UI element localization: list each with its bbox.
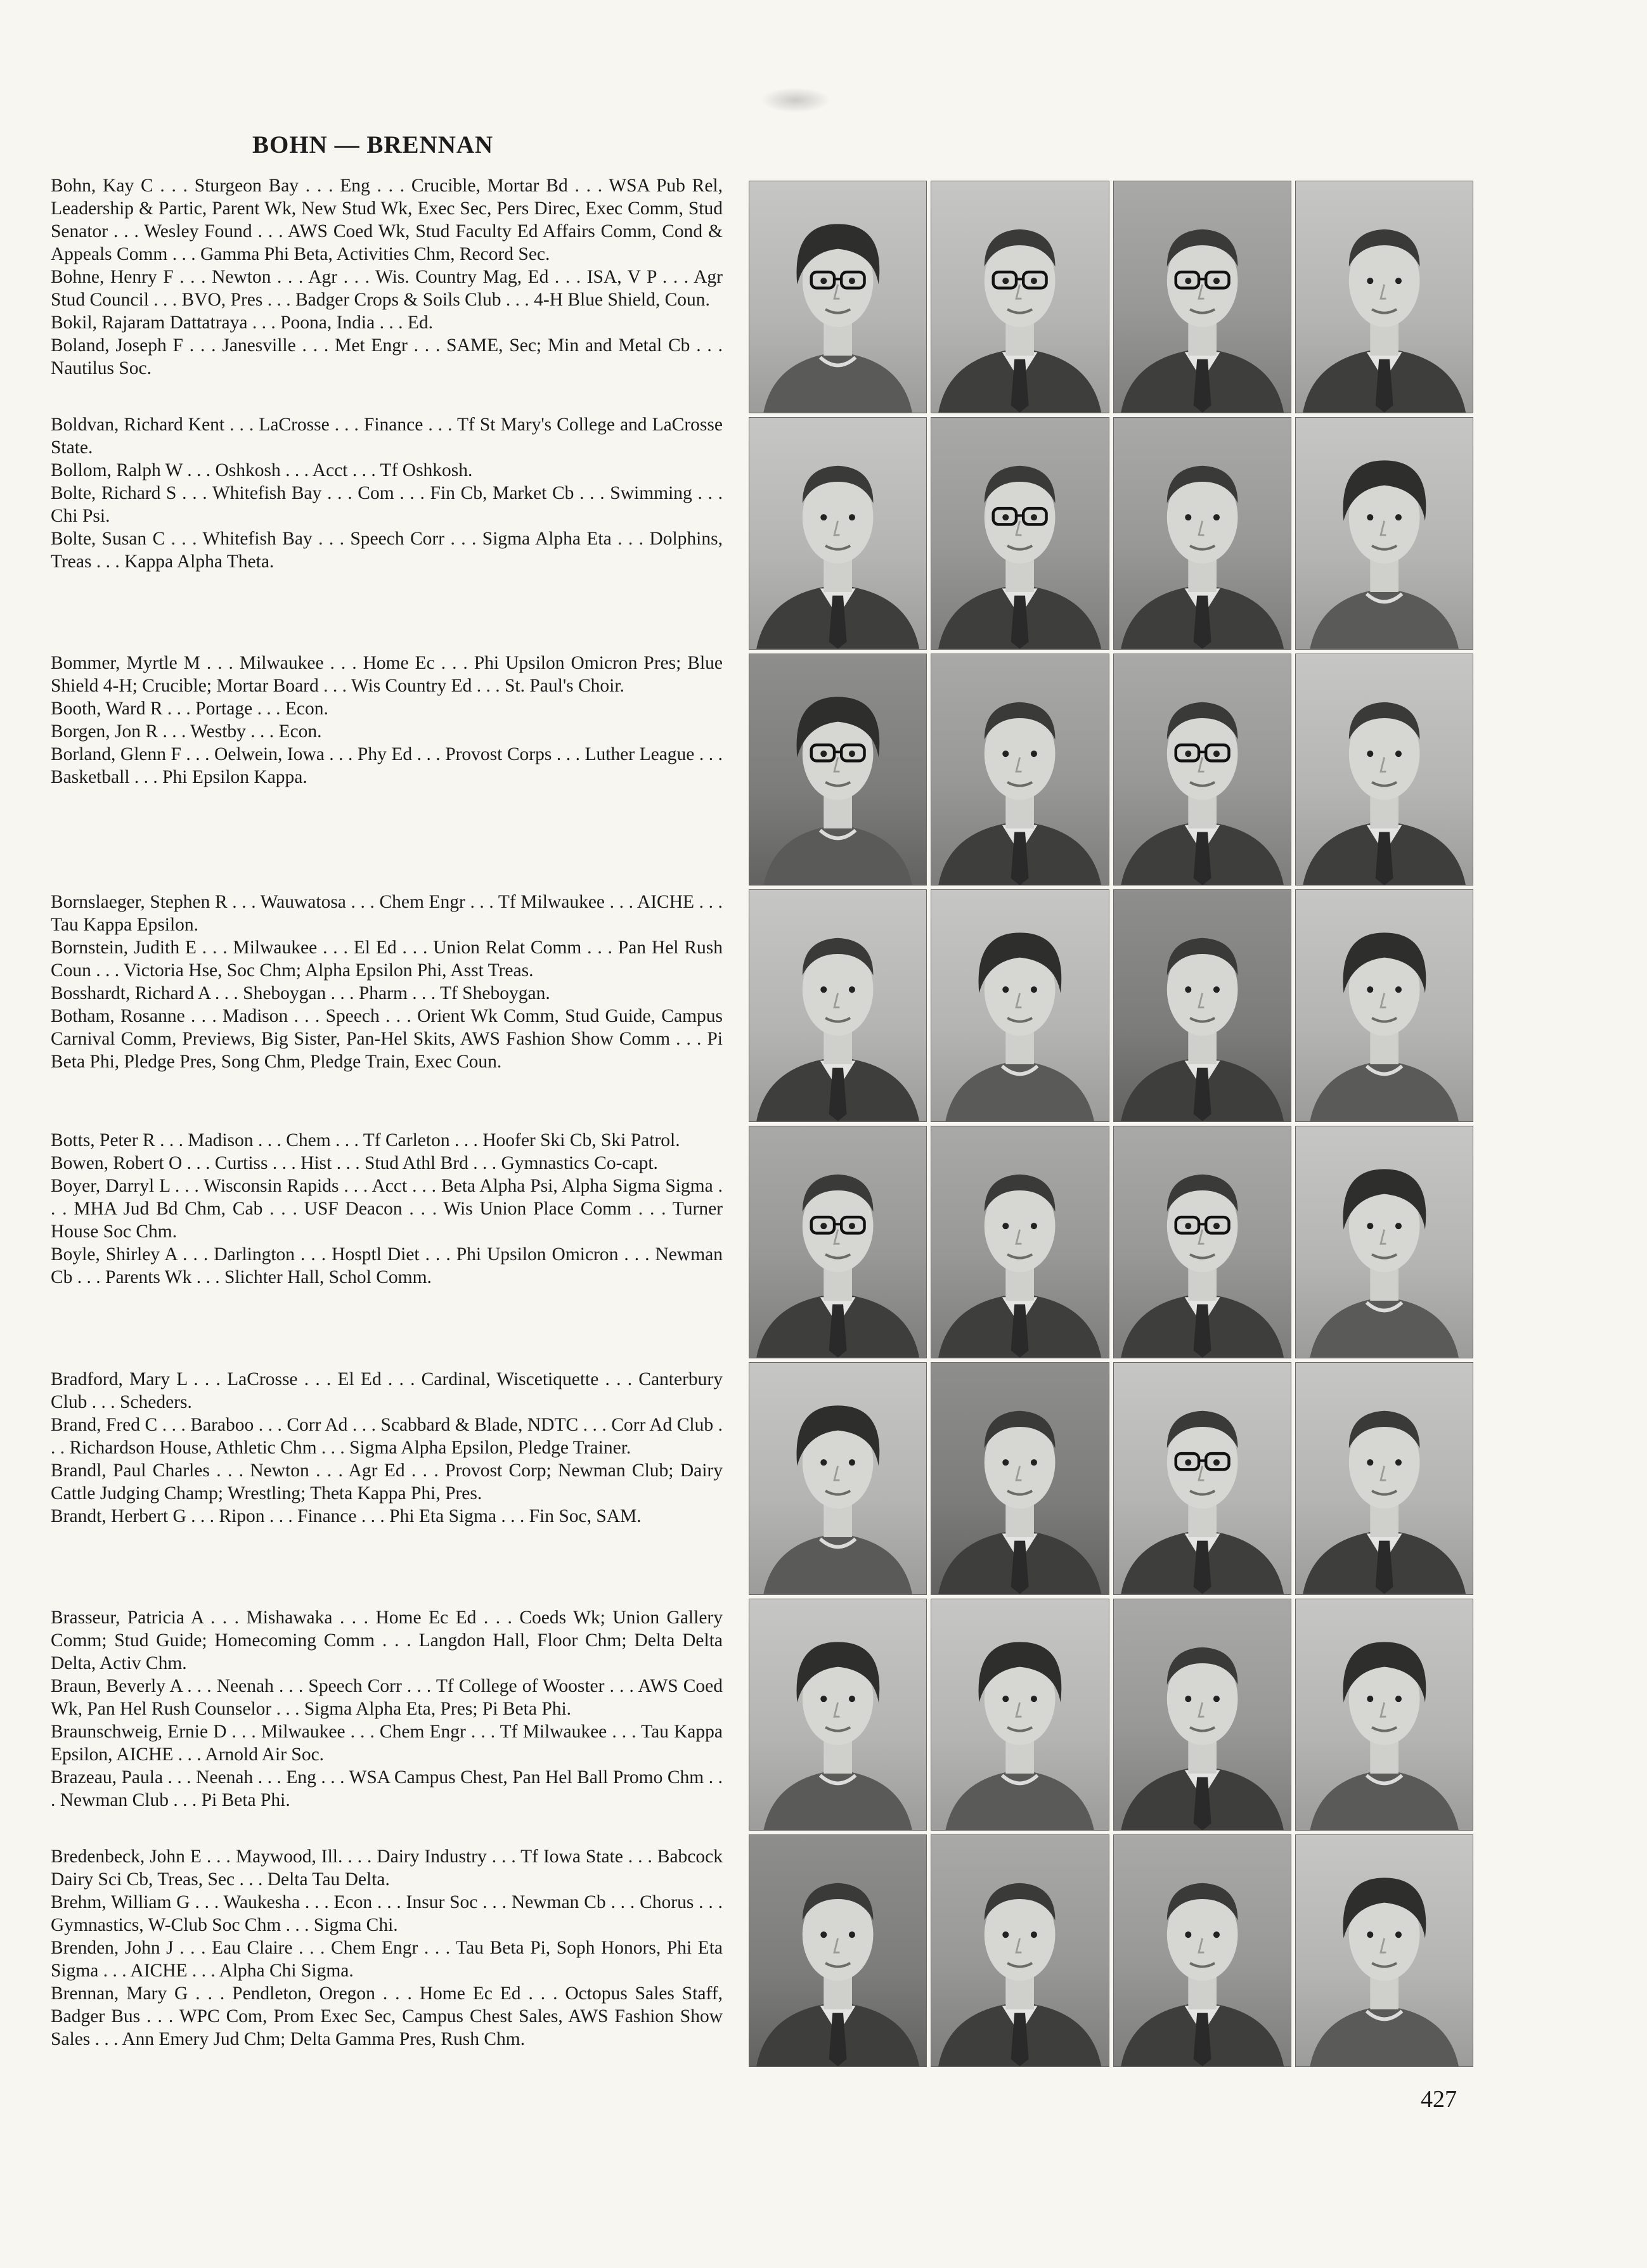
page-heading: BOHN — BRENNAN [252,131,494,158]
portrait-photo [1296,1126,1473,1358]
portrait-photo [1114,1126,1291,1358]
student-entry: Bolte, Susan C . . . Whitefish Bay . . . Speech Corr . . . Sigma Alpha Eta . . . Dolphins, Treas . . . Kappa Alpha Theta. [51,528,723,572]
student-entry: Brand, Fred C . . . Baraboo . . . Corr Ad . . . Scabbard & Blade, NDTC . . . Corr Ad Club . . . Richardson House, Athletic Chm . . . Sigma Alpha Epsilon, Pledge Trainer. [51,1414,723,1458]
entry-group-7 [51,1606,723,1845]
student-entry: Brenden, John J . . . Eau Claire . . . Chem Engr . . . Tau Beta Pi, Soph Honors, Phi Eta Sigma . . . AICHE . . . Alpha Chi Sigma. [51,1937,723,1981]
student-portrait [1295,417,1473,650]
student-portrait [931,1834,1109,2067]
portrait-photo [1114,890,1291,1121]
student-portrait [1295,654,1473,886]
student-entry: Bosshardt, Richard A . . . Sheboygan . . . Pharm . . . Tf Sheboygan. [51,983,550,1003]
student-entry: Bollom, Ralph W . . . Oshkosh . . . Acct . . . Tf Oshkosh. [51,460,473,480]
student-portrait [749,889,927,1122]
entries-column [51,174,723,2084]
entry-group-6 [51,1368,723,1607]
portrait-photo [1296,1599,1473,1831]
student-portrait [1113,889,1291,1122]
student-portrait [749,654,927,886]
portrait-photo [749,1126,926,1358]
student-portrait [749,181,927,413]
portrait-photo [1296,1835,1473,2066]
student-entry: Brandt, Herbert G . . . Ripon . . . Finance . . . Phi Eta Sigma . . . Fin Soc, SAM. [51,1505,642,1526]
student-portrait [931,417,1109,650]
student-entry: Brasseur, Patricia A . . . Mishawaka . . . Home Ec Ed . . . Coeds Wk; Union Gallery Comm; Stud Guide; Homecoming Comm . . . Langdon Hall, Floor Chm; Delta Delta Delta, Activ Chm. [51,1608,723,1673]
portrait-photo [749,890,926,1121]
student-portrait [1113,417,1291,650]
student-portrait [1113,1362,1291,1595]
student-portrait [931,1599,1109,1831]
student-portrait [1113,181,1291,413]
student-entry: Borgen, Jon R . . . Westby . . . Econ. [51,721,322,742]
student-portrait [749,417,927,650]
student-portrait [749,1126,927,1358]
portrait-photo [749,654,926,886]
student-portrait [1113,1834,1291,2067]
student-portrait [931,1362,1109,1595]
student-entry: Botts, Peter R . . . Madison . . . Chem . . . Tf Carleton . . . Hoofer Ski Cb, Ski Patrol. [51,1130,680,1150]
student-entry: Bohn, Kay C . . . Sturgeon Bay . . . Eng . . . Crucible, Mortar Bd . . . WSA Pub Rel, Leadership & Partic, Parent Wk, New Stud Wk, Exec Sec, Pers Direc, Exec Comm, Stud Senator . . . Wesley Found . . . AWS Coed Wk, Stud Faculty Ed Affairs Comm, Cond & Appeals Comm . . . Gamma Phi Beta, Activities Chm, Record Sec. [51,176,723,264]
student-entry: Brennan, Mary G . . . Pendleton, Oregon . . . Home Ec Ed . . . Octopus Sales Staff, Badger Bus . . . WPC Com, Prom Exec Sec, Campus Chest Sales, AWS Fashion Show Sales . . . Ann Emery Jud Chm; Delta Gamma Pres, Rush Chm. [51,1983,723,2049]
student-portrait [931,889,1109,1122]
student-portrait [1113,1599,1291,1831]
portrait-photo [749,418,926,649]
student-entry: Borland, Glenn F . . . Oelwein, Iowa . . . Phy Ed . . . Provost Corps . . . Luther League . . . Basketball . . . Phi Epsilon Kappa. [51,744,723,787]
student-entry: Botham, Rosanne . . . Madison . . . Speech . . . Orient Wk Comm, Stud Guide, Campus Carnival Comm, Previews, Big Sister, Pan-Hel Skits, AWS Fashion Show Comm . . . Pi Beta Phi, Pledge Pres, Song Chm, Pledge Train, Exec Coun. [51,1005,723,1072]
student-portrait [1295,889,1473,1122]
student-entry: Bradford, Mary L . . . LaCrosse . . . El Ed . . . Cardinal, Wiscetiquette . . . Canterbury Club . . . Scheders. [51,1369,723,1412]
student-portrait [749,1599,927,1831]
student-portrait [1113,654,1291,886]
student-entry: Braun, Beverly A . . . Neenah . . . Speech Corr . . . Tf College of Wooster . . . AWS Coed Wk, Pan Hel Rush Counselor . . . Sigma Alpha Eta, Pres; Pi Beta Phi. [51,1676,723,1719]
portrait-photo [1296,890,1473,1121]
student-portrait [749,1362,927,1595]
student-portrait [1295,1362,1473,1595]
student-entry: Bommer, Myrtle M . . . Milwaukee . . . Home Ec . . . Phi Upsilon Omicron Pres; Blue Shield 4-H; Crucible; Mortar Board . . . Wis Country Ed . . . St. Paul's Choir. [51,653,723,696]
student-portrait [931,181,1109,413]
student-portrait [1113,1126,1291,1358]
portrait-photo [931,1126,1108,1358]
student-portrait [1295,1834,1473,2067]
portrait-photo [749,1599,926,1831]
portrait-photo [931,890,1108,1121]
portrait-photo [1114,1363,1291,1594]
student-entry: Bohne, Henry F . . . Newton . . . Agr . . . Wis. Country Mag, Ed . . . ISA, V P . . . Agr Stud Council . . . BVO, Pres . . . Badger Crops & Soils Club . . . 4-H Blue Shield, Coun. [51,267,723,310]
student-entry: Bolte, Richard S . . . Whitefish Bay . . . Com . . . Fin Cb, Market Cb . . . Swimming . . . Chi Psi. [51,482,723,526]
print-smudge [761,87,830,113]
portrait-photo [931,1599,1108,1831]
portrait-photo [1296,181,1473,413]
entry-group-3 [51,652,723,891]
student-entry: Bredenbeck, John E . . . Maywood, Ill. . . . Dairy Industry . . . Tf Iowa State . . . Babcock Dairy Sci Cb, Treas, Sec . . . Delta Tau Delta. [51,1846,723,1890]
student-portrait [749,1834,927,2067]
portrait-photo [749,1835,926,2066]
student-portrait [1295,181,1473,413]
entry-group-4 [51,891,723,1130]
portrait-photo [1296,1363,1473,1594]
student-entry: Boldvan, Richard Kent . . . LaCrosse . . . Finance . . . Tf St Mary's College and LaCrosse State. [51,414,723,458]
student-entry: Brandl, Paul Charles . . . Newton . . . Agr Ed . . . Provost Corp; Newman Club; Dairy Cattle Judging Champ; Wrestling; Theta Kappa Phi, Pres. [51,1460,723,1504]
portrait-grid [749,181,1473,2067]
entry-group-8 [51,1845,723,2084]
entry-group-5 [51,1129,723,1368]
portrait-photo [931,418,1108,649]
portrait-photo [1114,1599,1291,1831]
entry-group-2 [51,413,723,652]
student-entry: Boyer, Darryl L . . . Wisconsin Rapids . . . Acct . . . Beta Alpha Psi, Alpha Sigma Sigma . . . MHA Jud Bd Chm, Cab . . . USF Deacon . . . Wis Union Place Comm . . . Turner House Soc Chm. [51,1176,723,1242]
portrait-photo [1296,418,1473,649]
student-entry: Bowen, Robert O . . . Curtiss . . . Hist . . . Stud Athl Brd . . . Gymnastics Co-capt. [51,1153,658,1173]
student-portrait [931,654,1109,886]
portrait-photo [1114,654,1291,886]
student-entry: Brehm, William G . . . Waukesha . . . Econ . . . Insur Soc . . . Newman Cb . . . Chorus . . . Gymnastics, W-Club Soc Chm . . . Sigma Chi. [51,1891,723,1935]
student-portrait [1295,1126,1473,1358]
portrait-photo [931,1835,1108,2066]
student-entry: Booth, Ward R . . . Portage . . . Econ. [51,699,328,719]
portrait-photo [931,181,1108,413]
student-entry: Brazeau, Paula . . . Neenah . . . Eng . . . WSA Campus Chest, Pan Hel Ball Promo Chm . . . Newman Club . . . Pi Beta Phi. [51,1767,723,1810]
student-entry: Bokil, Rajaram Dattatraya . . . Poona, India . . . Ed. [51,312,433,333]
page-number: 427 [1421,2086,1457,2113]
student-entry: Braunschweig, Ernie D . . . Milwaukee . . . Chem Engr . . . Tf Milwaukee . . . Tau Kappa Epsilon, AICHE . . . Arnold Air Soc. [51,1722,723,1765]
student-portrait [931,1126,1109,1358]
student-entry: Bornstein, Judith E . . . Milwaukee . . . El Ed . . . Union Relat Comm . . . Pan Hel Rush Coun . . . Victoria Hse, Soc Chm; Alpha Epsilon Phi, Asst Treas. [51,937,723,981]
portrait-photo [931,1363,1108,1594]
portrait-photo [749,1363,926,1594]
portrait-photo [1114,181,1291,413]
portrait-photo [931,654,1108,886]
portrait-photo [1296,654,1473,886]
portrait-photo [749,181,926,413]
student-portrait [1295,1599,1473,1831]
student-entry: Boland, Joseph F . . . Janesville . . . Met Engr . . . SAME, Sec; Min and Metal Cb . . . Nautilus Soc. [51,335,723,378]
entry-group-1 [51,174,723,413]
student-entry: Boyle, Shirley A . . . Darlington . . . Hosptl Diet . . . Phi Upsilon Omicron . . . Newman Cb . . . Parents Wk . . . Slichter Hall, Schol Comm. [51,1244,723,1287]
student-entry: Bornslaeger, Stephen R . . . Wauwatosa . . . Chem Engr . . . Tf Milwaukee . . . AICHE . . . Tau Kappa Epsilon. [51,891,723,935]
portrait-photo [1114,1835,1291,2066]
portrait-photo [1114,418,1291,649]
